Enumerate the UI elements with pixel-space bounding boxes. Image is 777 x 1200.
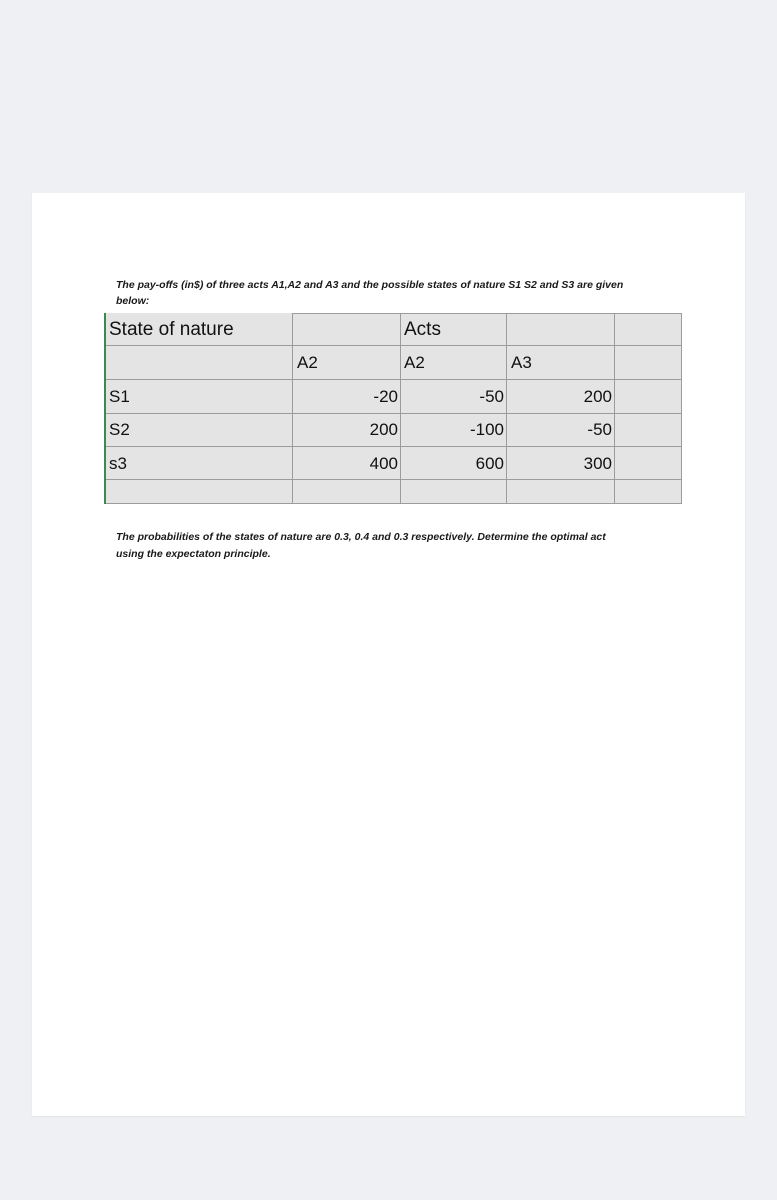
- payoff-cell: 200: [583, 387, 612, 406]
- payoff-cell: 400: [369, 454, 398, 473]
- payoff-cell: -50: [587, 420, 612, 439]
- problem-question: [116, 529, 676, 563]
- acts-label: Acts: [404, 319, 441, 340]
- question-line-2: using the expectaton principle.: [116, 548, 271, 560]
- column-header: A2: [297, 353, 318, 372]
- payoff-table-image: [104, 313, 682, 504]
- problem-intro: [116, 277, 676, 309]
- payoff-cell: -100: [469, 420, 504, 439]
- state-label: S1: [109, 387, 130, 406]
- state-label: s3: [109, 454, 127, 473]
- payoff-cell: 300: [583, 454, 612, 473]
- intro-line-2: below:: [116, 295, 150, 307]
- question-line-1: The probabilities of the states of nature are 0.3, 0.4 and 0.3 respectively. Determine the optimal act: [116, 531, 606, 543]
- column-header: A2: [404, 353, 425, 372]
- column-header: A3: [511, 353, 532, 372]
- state-label: S2: [109, 420, 130, 439]
- intro-line-1: The pay-offs (in$) of three acts A1,A2 and A3 and the possible states of nature S1 S2 and S3 are given: [116, 279, 624, 291]
- payoff-cell: 200: [369, 420, 398, 439]
- table-title: State of nature: [109, 319, 234, 340]
- payoff-cell: -50: [479, 387, 504, 406]
- payoff-cell: -20: [373, 387, 398, 406]
- document-page: [32, 193, 745, 1116]
- payoff-cell: 600: [475, 454, 504, 473]
